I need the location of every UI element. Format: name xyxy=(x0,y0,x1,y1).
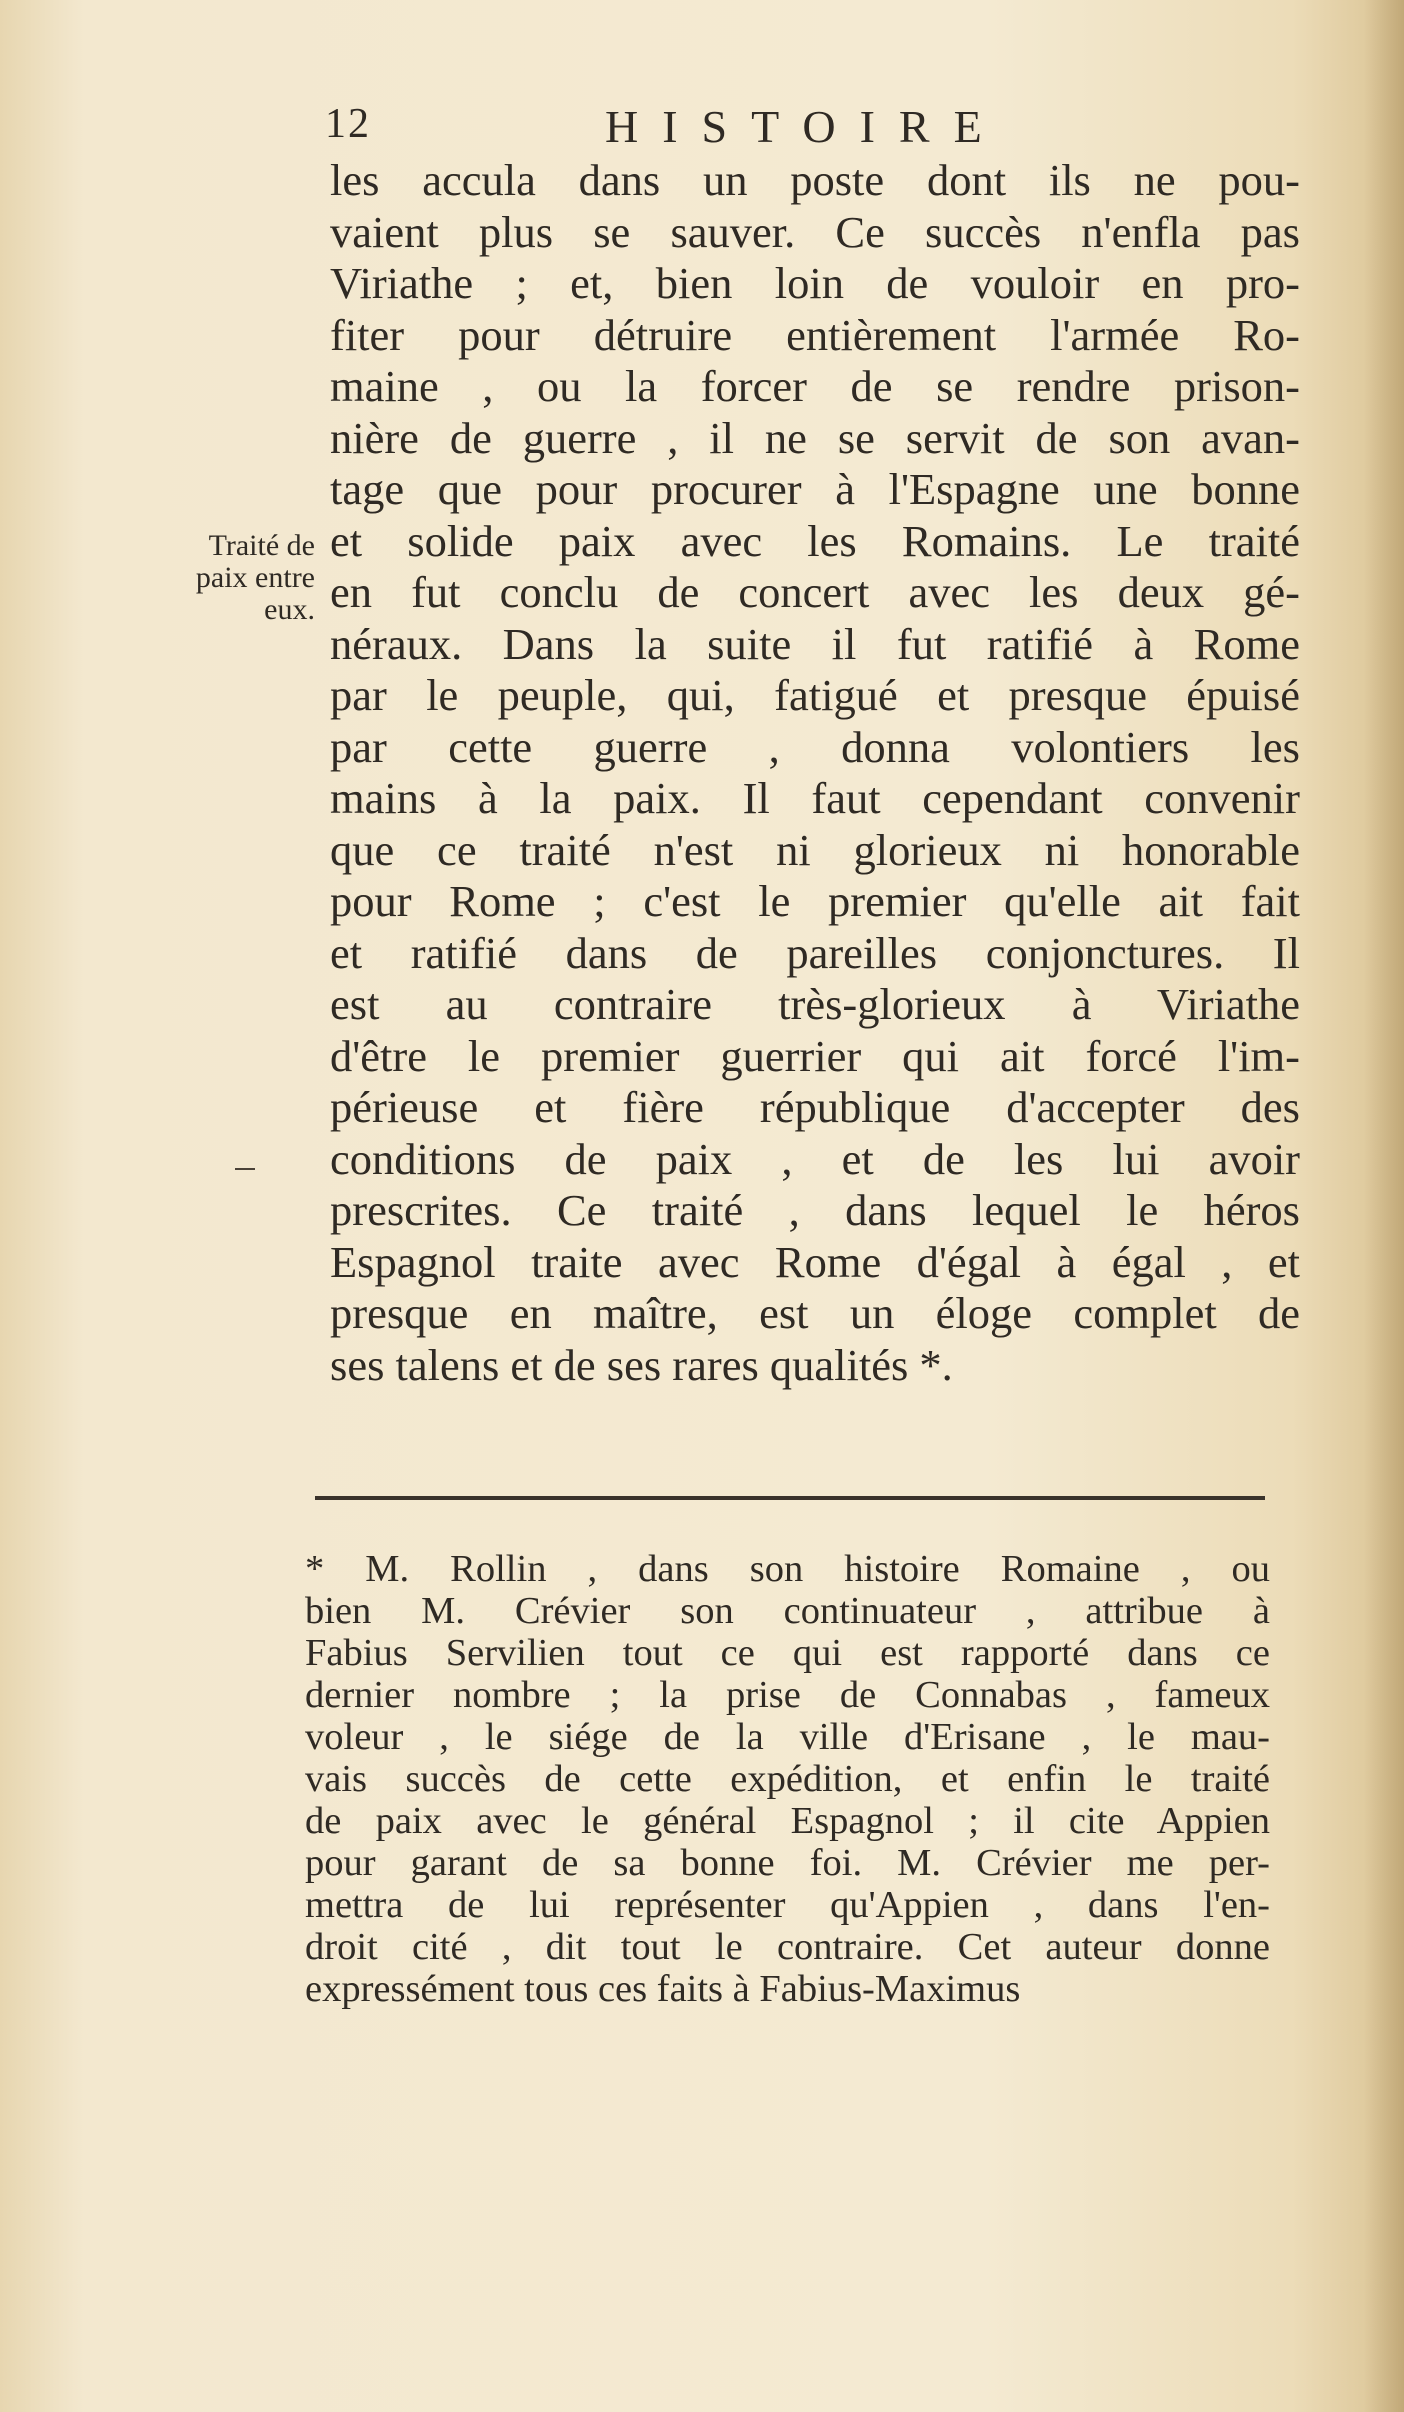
footnote-line: dernier nombre ; la prise de Connabas , fameux xyxy=(305,1674,1270,1716)
footnote-line: voleur , le siége de la ville d'Erisane , le mau- xyxy=(305,1716,1270,1758)
text-line: en fut conclu de concert avec les deux gé- xyxy=(330,567,1300,617)
footnote-line: * M. Rollin , dans son histoire Romaine , ou xyxy=(305,1548,1270,1590)
main-text xyxy=(330,155,1300,1391)
text-line: tage que pour procurer à l'Espagne une bonne xyxy=(330,464,1300,514)
text-line: Viriathe ; et, bien loin de vouloir en pro- xyxy=(330,258,1300,308)
marginal-note-line: Traité de xyxy=(208,529,315,562)
footnote-line: de paix avec le général Espagnol ; il cite Appien xyxy=(305,1800,1270,1842)
page-edge-shadow xyxy=(1364,0,1404,2412)
text-line: périeuse et fière république d'accepter des xyxy=(330,1082,1300,1132)
text-line: mains à la paix. Il faut cependant convenir xyxy=(330,773,1300,823)
text-line: néraux. Dans la suite il fut ratifié à Rome xyxy=(330,618,1300,669)
page-number: 12 xyxy=(325,101,371,147)
marginal-note xyxy=(115,530,315,626)
text-line: par le peuple, qui, fatigué et presque épuisé xyxy=(330,670,1300,720)
text-line: et ratifié dans de pareilles conjonctures. Il xyxy=(330,927,1300,978)
text-line: nière de guerre , il ne se servit de son avan- xyxy=(330,412,1300,463)
text-line: ses talens et de ses rares qualités *. xyxy=(330,1339,953,1390)
text-line: les accula dans un poste dont ils ne pou- xyxy=(330,155,1300,205)
text-line: par cette guerre , donna volontiers les xyxy=(330,721,1300,772)
footnote-line: Fabius Servilien tout ce qui est rapporté dans ce xyxy=(305,1632,1270,1674)
margin-mark xyxy=(235,1168,255,1170)
marginal-note-line: eux. xyxy=(264,593,315,626)
text-line: fiter pour détruire entièrement l'armée Ro- xyxy=(330,309,1300,360)
text-line: prescrites. Ce traité , dans lequel le héros xyxy=(330,1185,1300,1235)
text-line: est au contraire très-glorieux à Viriathe xyxy=(330,979,1300,1029)
text-line: Espagnol traite avec Rome d'égal à égal , et xyxy=(330,1236,1300,1287)
footnote-line: mettra de lui représenter qu'Appien , dans l'en- xyxy=(305,1884,1270,1926)
text-line: vaient plus se sauver. Ce succès n'enfla pas xyxy=(330,206,1300,257)
footnote-line: bien M. Crévier son continuateur , attribue à xyxy=(305,1590,1270,1632)
text-line: et solide paix avec les Romains. Le traité xyxy=(330,515,1300,566)
running-head: HISTOIRE xyxy=(605,101,1006,152)
text-line: conditions de paix , et de les lui avoir xyxy=(330,1133,1300,1184)
footnote xyxy=(305,1548,1270,2010)
text-line: pour Rome ; c'est le premier qu'elle ait fait xyxy=(330,876,1300,926)
marginal-note-line: paix entre xyxy=(195,561,315,594)
footnote-line: vais succès de cette expédition, et enfin le traité xyxy=(305,1758,1270,1800)
footnote-rule xyxy=(315,1496,1265,1500)
footnote-line: droit cité , dit tout le contraire. Cet auteur donne xyxy=(305,1926,1270,1968)
page-header xyxy=(325,100,1045,160)
text-line: presque en maître, est un éloge complet de xyxy=(330,1288,1300,1338)
text-line: d'être le premier guerrier qui ait forcé l'im- xyxy=(330,1030,1300,1081)
footnote-line: expressément tous ces faits à Fabius-Maximus xyxy=(305,1968,1021,2010)
footnote-line: pour garant de sa bonne foi. M. Crévier me per- xyxy=(305,1842,1270,1884)
text-line: maine , ou la forcer de se rendre prison- xyxy=(330,361,1300,411)
text-line: que ce traité n'est ni glorieux ni honorable xyxy=(330,824,1300,875)
